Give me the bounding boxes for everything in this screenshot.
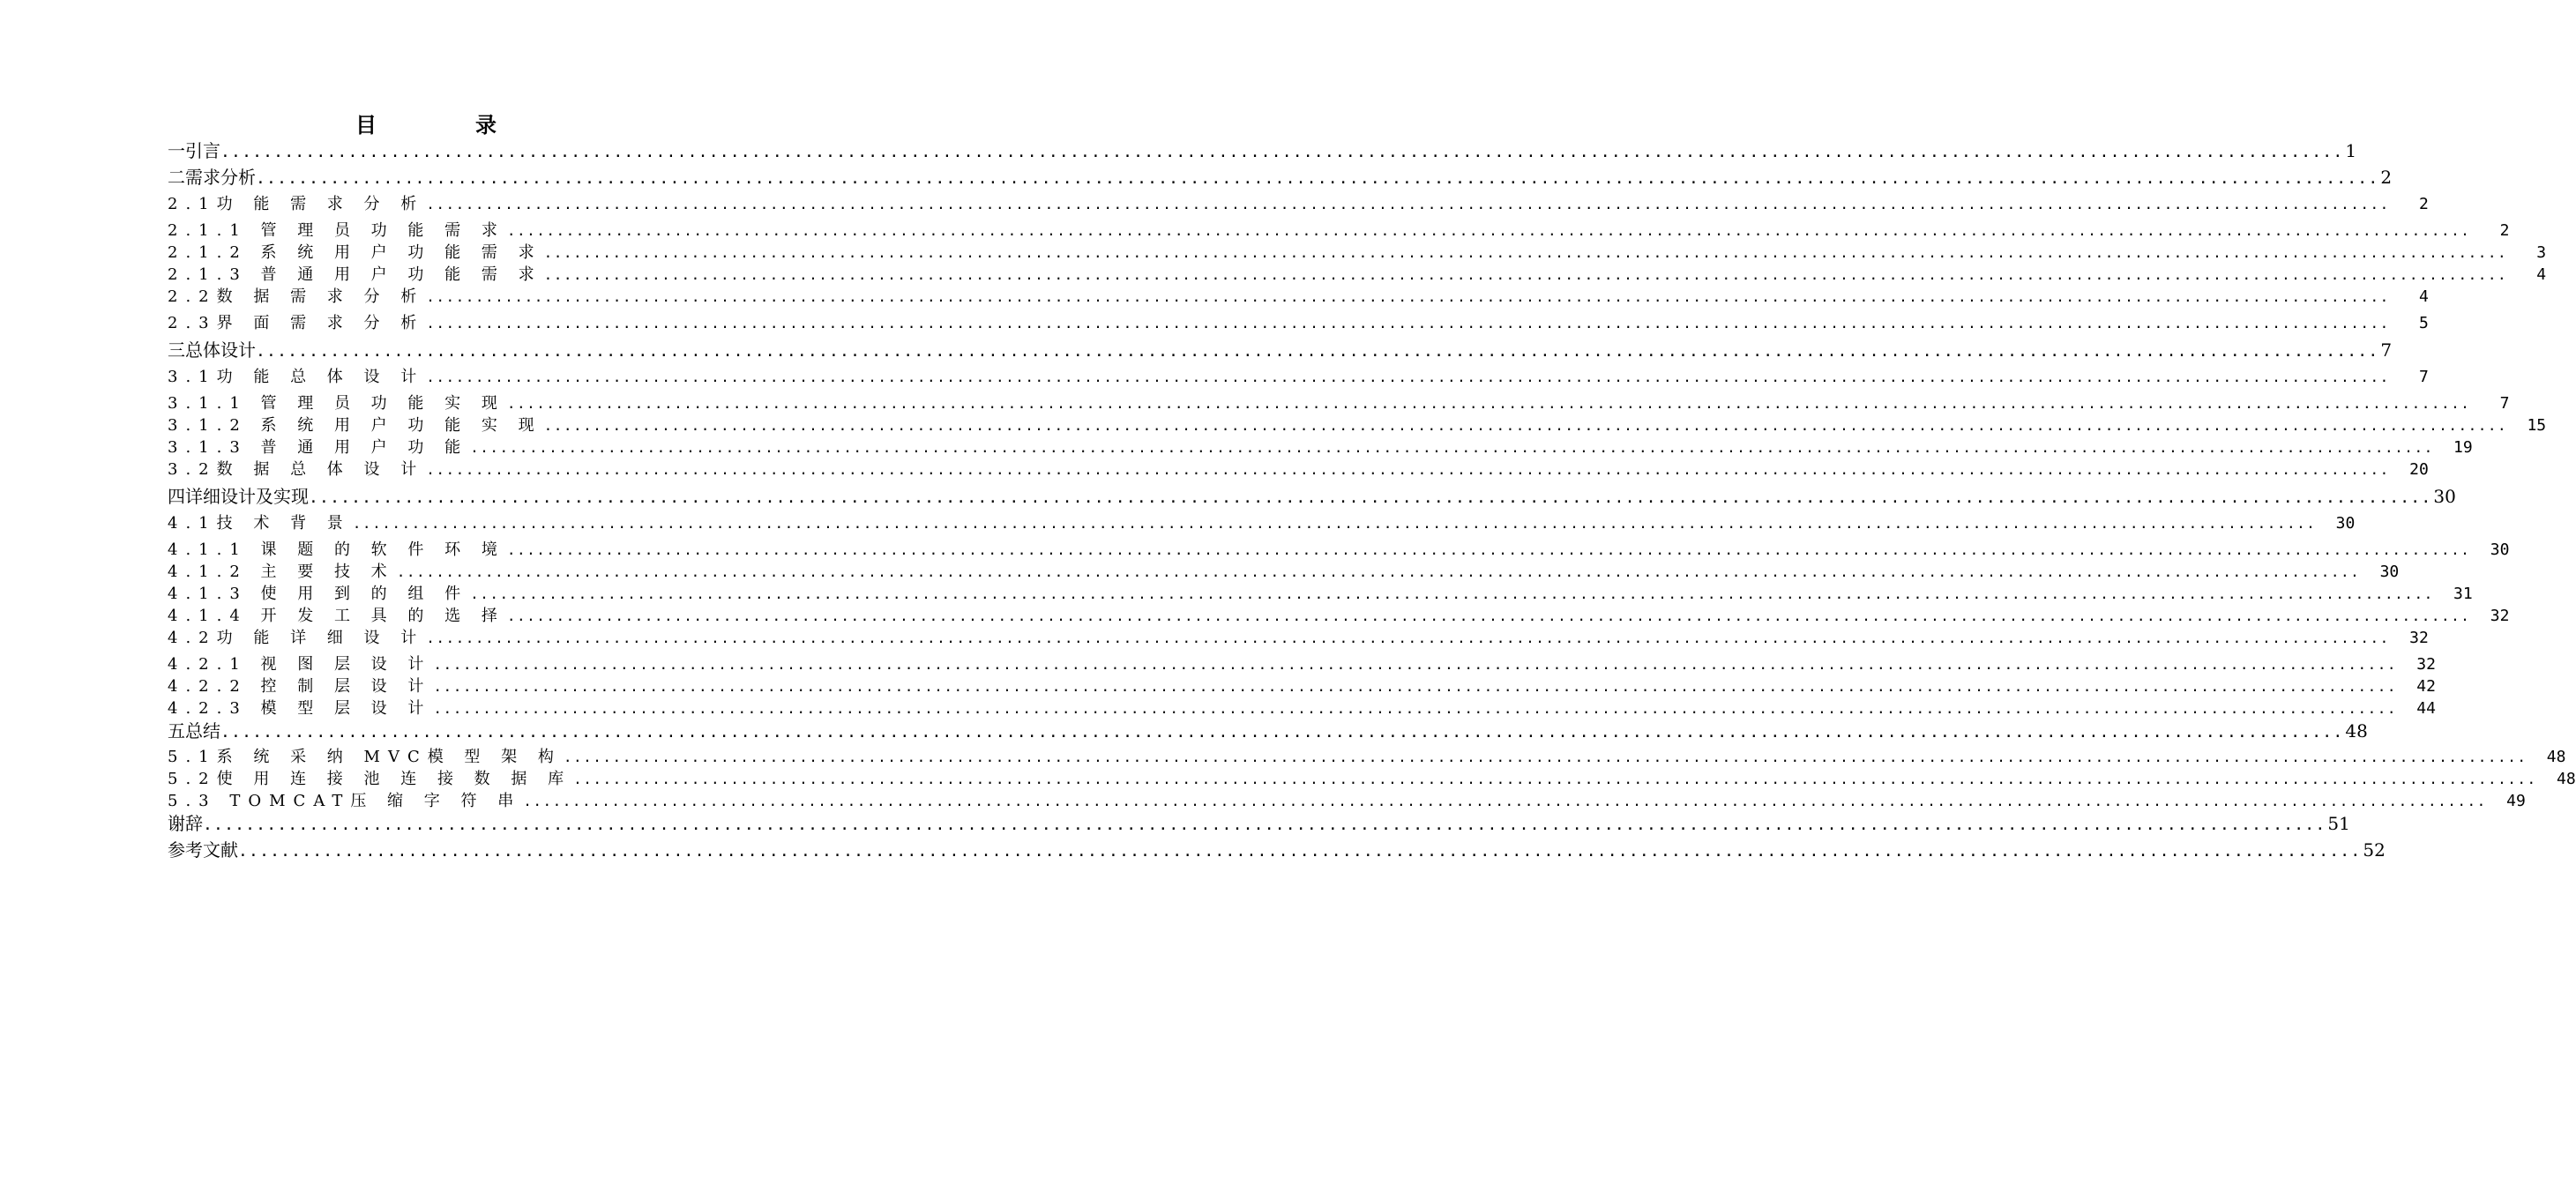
leader-dots: ........................................................................................................................................................................................................ (203, 816, 2326, 834)
toc-entry-label: 3.1功 能 总 体 设 计 (168, 368, 425, 386)
toc-entry-label: 2.1.2 系 统 用 户 功 能 需 求 (168, 243, 542, 262)
leader-dots: ........................................................................................................................................................................................................ (352, 515, 2317, 532)
toc-entry[interactable] (168, 336, 2393, 361)
leader-dots: ........................................................................................................................................................................................................ (426, 288, 2390, 305)
toc-entry-label: 4.2功 能 详 细 设 计 (168, 629, 425, 647)
leader-dots: ........................................................................................................................................................................................................ (543, 244, 2508, 261)
toc-entry[interactable] (168, 809, 2350, 835)
toc-entry-page: 2 (2380, 167, 2393, 188)
leader-dots: ........................................................................................................................................................................................................ (543, 266, 2508, 283)
toc-entry-label: 四详细设计及实现 (168, 486, 309, 507)
toc-entry-page: 7 (2380, 339, 2393, 361)
toc-entry[interactable] (168, 836, 2386, 861)
leader-dots: ........................................................................................................................................................................................................ (426, 315, 2390, 332)
toc-entry-label: 4.1.4 开 发 工 具 的 选 择 (168, 607, 505, 625)
leader-dots: ........................................................................................................................................................................................................ (523, 793, 2487, 809)
toc-entry-label: 4.1技 术 背 景 (168, 514, 351, 533)
leader-dots: ........................................................................................................................................................................................................ (433, 700, 2397, 717)
toc-entry-page: 1 (2345, 140, 2357, 161)
toc-entry-label: 2.1.3 普 通 用 户 功 能 需 求 (168, 265, 542, 284)
toc-entry[interactable] (168, 559, 2400, 582)
leader-dots: ........................................................................................................................................................................................................ (256, 342, 2379, 361)
toc-entry-label: 谢辞 (168, 813, 203, 834)
toc-entry[interactable] (168, 391, 2510, 414)
page-title: 目 录 (355, 113, 535, 138)
toc-entry[interactable] (168, 163, 2393, 189)
leader-dots: ........................................................................................................................................................................................................ (543, 417, 2508, 434)
toc-entry-page: 49 (2506, 792, 2526, 810)
leader-dots: ........................................................................................................................................................................................................ (433, 678, 2397, 695)
leader-dots: ........................................................................................................................................................................................................ (573, 771, 2537, 787)
leader-dots: ........................................................................................................................................................................................................ (256, 169, 2379, 188)
toc-entry[interactable] (168, 581, 2473, 604)
toc-entry-page: 4 (2536, 265, 2547, 284)
leader-dots: ........................................................................................................................................................................................................ (309, 488, 2432, 507)
leader-dots: ........................................................................................................................................................................................................ (426, 461, 2390, 478)
toc-entry[interactable] (168, 457, 2429, 480)
toc-entry-page: 30 (2490, 540, 2510, 559)
toc-entry[interactable] (168, 218, 2510, 241)
toc-entry-page: 2 (2499, 221, 2510, 240)
toc-entry-page: 42 (2416, 677, 2436, 696)
toc-entry-label: 4.2.1 视 图 层 设 计 (168, 655, 432, 674)
leader-dots: ........................................................................................................................................................................................................ (220, 723, 2344, 742)
toc-entry-label: 2.3界 面 需 求 分 析 (168, 314, 425, 332)
leader-dots: ........................................................................................................................................................................................................ (238, 842, 2362, 861)
toc-entry[interactable] (168, 435, 2473, 458)
toc-entry[interactable] (168, 284, 2429, 307)
toc-entry-page: 7 (2418, 368, 2429, 386)
leader-dots: ........................................................................................................................................................................................................ (506, 395, 2471, 412)
toc-entry-page: 51 (2327, 813, 2350, 834)
toc-entry-label: 4.1.1 课 题 的 软 件 环 境 (168, 540, 505, 559)
toc-entry[interactable] (168, 603, 2510, 626)
leader-dots: ........................................................................................................................................................................................................ (220, 143, 2344, 161)
leader-dots: ........................................................................................................................................................................................................ (433, 656, 2397, 673)
toc-entry[interactable] (168, 652, 2436, 674)
toc-entry[interactable] (168, 482, 2456, 508)
leader-dots: ........................................................................................................................................................................................................ (426, 630, 2390, 646)
toc-entry-label: 4.1.3 使 用 到 的 组 件 (168, 585, 469, 603)
toc-entry-page: 3 (2536, 243, 2547, 262)
toc-entry-page: 48 (2546, 748, 2566, 766)
toc-entry-label: 参考文献 (168, 839, 238, 861)
leader-dots: ........................................................................................................................................................................................................ (506, 607, 2471, 624)
toc-entry-label: 3.1.1 管 理 员 功 能 实 现 (168, 394, 505, 413)
toc-entry-page: 44 (2416, 699, 2436, 718)
toc-entry-label: 五总结 (168, 720, 220, 742)
leader-dots: ........................................................................................................................................................................................................ (470, 439, 2434, 456)
leader-dots: ........................................................................................................................................................................................................ (563, 749, 2527, 765)
toc-entry[interactable] (168, 717, 2368, 742)
toc-entry-page: 48 (2345, 720, 2368, 742)
toc-entry-page: 52 (2363, 839, 2386, 861)
toc-entry-page: 19 (2453, 438, 2473, 457)
toc-entry[interactable] (168, 696, 2436, 719)
toc-entry-page: 30 (2335, 514, 2356, 533)
toc-entry-label: 三总体设计 (168, 339, 256, 361)
toc-entry-label: 4.1.2 主 要 技 术 (168, 563, 395, 581)
toc-entry[interactable] (168, 625, 2429, 648)
toc-entry-page: 5 (2418, 314, 2429, 332)
toc-entry[interactable] (168, 537, 2510, 560)
leader-dots: ........................................................................................................................................................................................................ (506, 222, 2471, 239)
toc-entry[interactable] (168, 413, 2547, 436)
toc-entry-page: 30 (2379, 563, 2400, 581)
toc-entry-label: 5.1系 统 采 纳 MVC模 型 架 构 (168, 748, 562, 766)
toc-entry-page: 7 (2499, 394, 2510, 413)
toc-entry-page: 2 (2418, 195, 2429, 213)
toc-entry[interactable] (168, 744, 2566, 767)
toc-entry[interactable] (168, 788, 2526, 811)
toc-entry[interactable] (168, 262, 2547, 285)
toc-entry[interactable] (168, 240, 2547, 263)
toc-entry-label: 5.3 TOMCAT压 缩 字 符 串 (168, 792, 522, 810)
toc-entry-page: 31 (2453, 585, 2473, 603)
toc-entry-label: 2.1功 能 需 求 分 析 (168, 195, 425, 213)
leader-dots: ........................................................................................................................................................................................................ (470, 585, 2434, 602)
toc-entry[interactable] (168, 674, 2436, 697)
toc-entry-label: 5.2使 用 连 接 池 连 接 数 据 库 (168, 770, 572, 788)
toc-entry-page: 32 (2409, 629, 2429, 647)
leader-dots: ........................................................................................................................................................................................................ (426, 196, 2390, 212)
toc-entry-label: 二需求分析 (168, 167, 256, 188)
toc-entry[interactable] (168, 137, 2357, 162)
toc-entry-label: 4.2.3 模 型 层 设 计 (168, 699, 432, 718)
toc-entry-page: 48 (2557, 770, 2576, 788)
toc-entry[interactable] (168, 766, 2576, 789)
leader-dots: ........................................................................................................................................................................................................ (426, 369, 2390, 385)
toc-entry-label: 3.2数 据 总 体 设 计 (168, 460, 425, 479)
toc-entry-page: 20 (2409, 460, 2429, 479)
toc-entry-page: 4 (2418, 287, 2429, 306)
toc-entry-label: 2.1.1 管 理 员 功 能 需 求 (168, 221, 505, 240)
leader-dots: ........................................................................................................................................................................................................ (506, 541, 2471, 558)
toc-entry-page: 32 (2416, 655, 2436, 674)
toc-entry[interactable] (168, 191, 2429, 214)
toc-entry-page: 15 (2527, 416, 2547, 435)
toc-entry[interactable] (168, 511, 2356, 533)
toc-entry-page: 30 (2433, 486, 2456, 507)
toc-entry[interactable] (168, 310, 2429, 333)
toc-entry-label: 3.1.3 普 通 用 户 功 能 (168, 438, 469, 457)
toc-entry-page: 32 (2490, 607, 2510, 625)
toc-entry[interactable] (168, 364, 2429, 387)
toc-entry-label: 3.1.2 系 统 用 户 功 能 实 现 (168, 416, 542, 435)
toc-entry-label: 2.2数 据 需 求 分 析 (168, 287, 425, 306)
toc-entry-label: 4.2.2 控 制 层 设 计 (168, 677, 432, 696)
leader-dots: ........................................................................................................................................................................................................ (396, 563, 2361, 580)
toc-entry-label: 一引言 (168, 140, 220, 161)
